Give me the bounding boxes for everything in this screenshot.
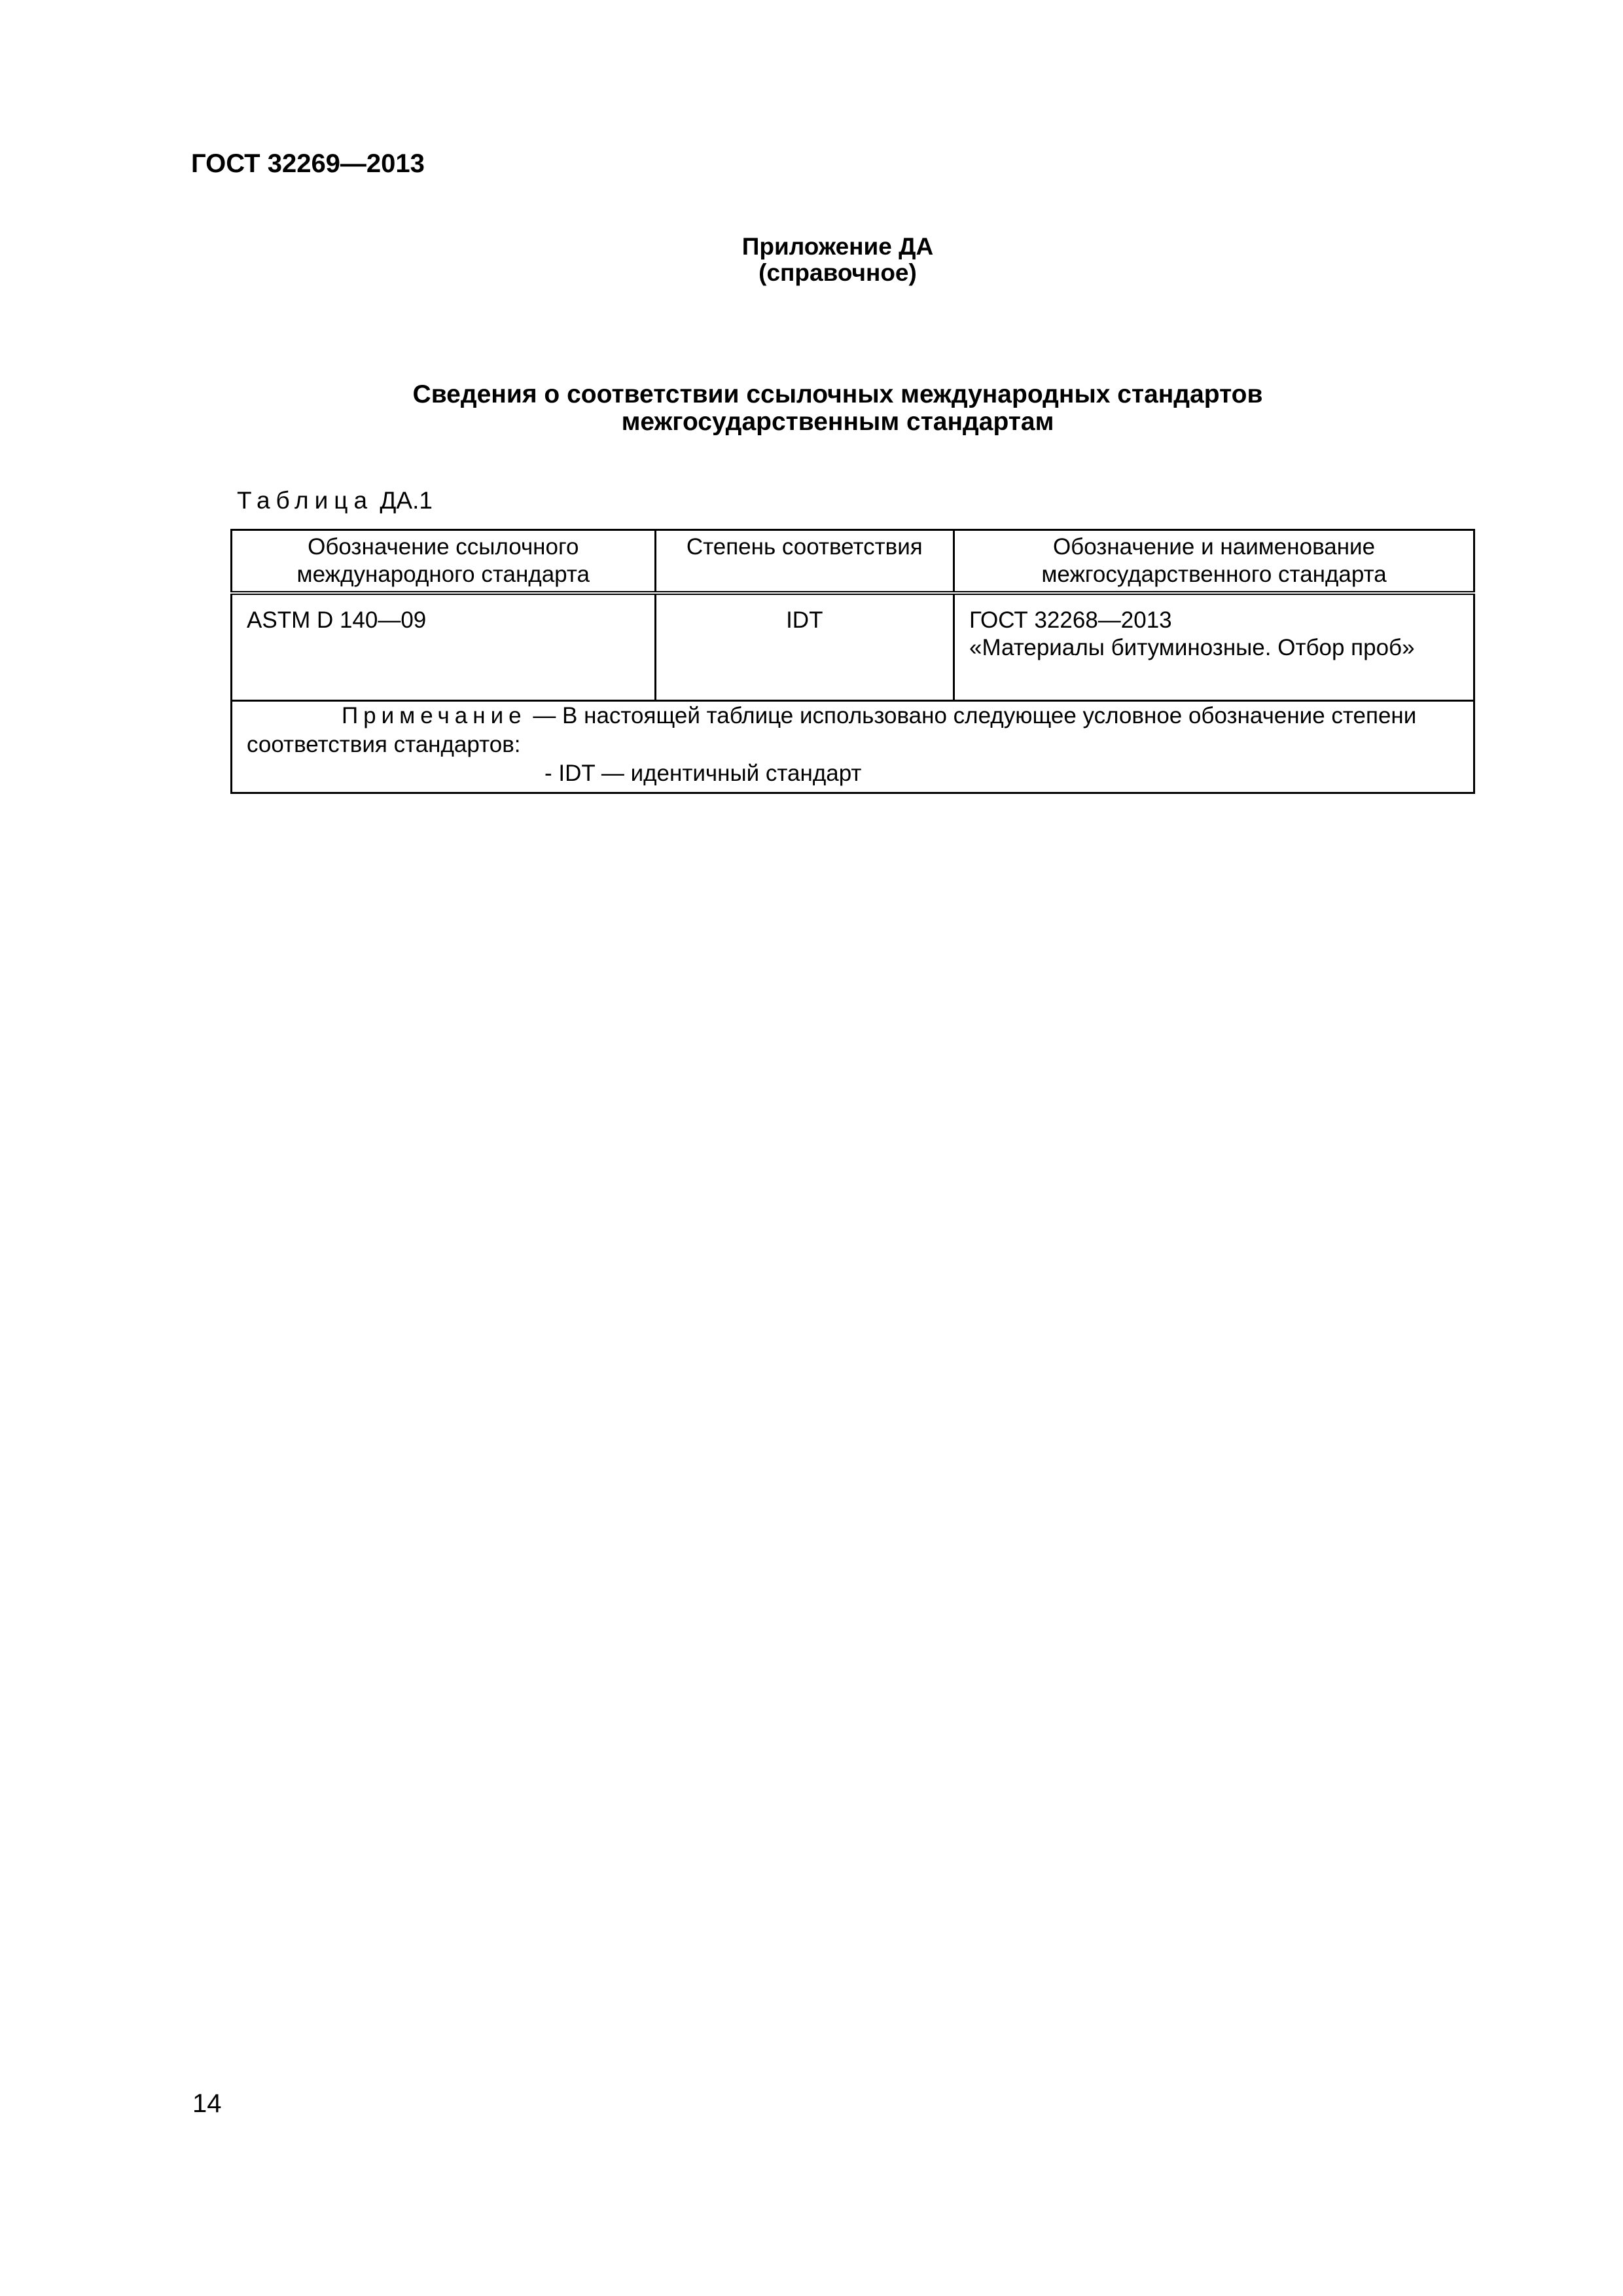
table-label-word: Таблица: [237, 487, 374, 514]
document-code: ГОСТ 32269—2013: [191, 149, 425, 178]
header-cell-line: Обозначение и наименование: [1052, 534, 1376, 560]
note-word: Примечание: [342, 703, 527, 728]
header-cell-line: межгосударственного стандарта: [1041, 562, 1387, 587]
page-number: 14: [192, 2089, 222, 2118]
table-row: [232, 593, 1474, 701]
note-line-2: соответствия стандартов:: [247, 732, 521, 757]
table-label: [237, 487, 433, 514]
appendix-title: Приложение ДА: [741, 233, 934, 260]
header-interstate-standard: [954, 530, 1474, 594]
cell-interstate-standard: [954, 593, 1474, 701]
header-cell-line: Степень соответствия: [686, 534, 923, 560]
table-label-number: ДА.1: [380, 487, 433, 514]
table-header-row: [232, 530, 1474, 594]
section-title-line-2: межгосударственным стандартам: [621, 408, 1054, 436]
header-international-standard: [232, 530, 656, 594]
note-line-1: [247, 702, 1459, 730]
cell-international-standard: ASTM D 140—09: [232, 593, 656, 701]
header-cell-line: международного стандарта: [296, 562, 590, 587]
section-title-line-1: Сведения о соответствии ссылочных международных стандартов: [412, 380, 1263, 408]
interstate-code: ГОСТ 32268—2013: [969, 607, 1172, 633]
appendix-kind: (справочное): [758, 259, 917, 286]
note-item: - IDT — идентичный стандарт: [544, 761, 862, 786]
table-note-row: [232, 701, 1474, 793]
correspondence-table: [230, 529, 1475, 794]
cell-degree: IDT: [655, 593, 954, 701]
section-title: [0, 381, 1623, 436]
header-degree: [655, 530, 954, 594]
note-text: — В настоящей таблице использовано следующее условное обозначение степени: [526, 703, 1417, 728]
interstate-name: «Материалы битуминозные. Отбор проб»: [969, 635, 1415, 660]
table-note: [232, 701, 1474, 793]
header-cell-line: Обозначение ссылочного: [308, 534, 579, 560]
